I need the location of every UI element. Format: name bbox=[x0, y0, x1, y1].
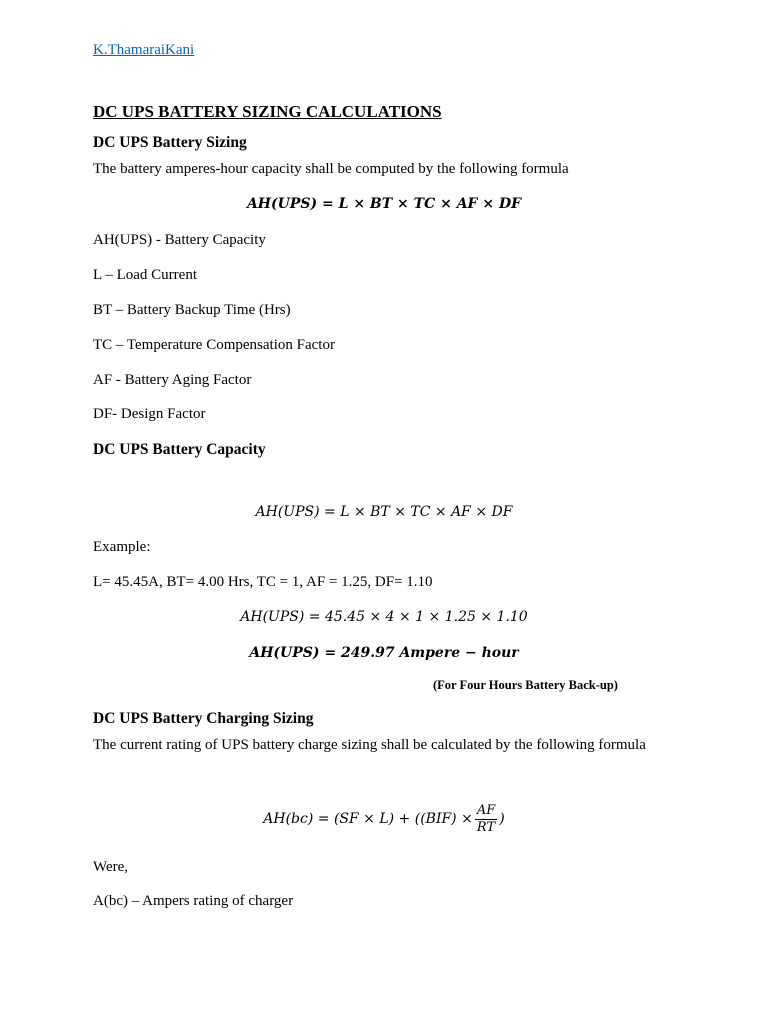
definition-design-factor: DF- Design Factor bbox=[93, 406, 206, 422]
battery-sizing-formula: AH(UPS) = L × BT × TC × AF × DF bbox=[246, 196, 522, 212]
definition-backup-time: BT – Battery Backup Time (Hrs) bbox=[93, 302, 291, 318]
section-heading-battery-sizing: DC UPS Battery Sizing bbox=[93, 134, 247, 151]
charging-sizing-intro: The current rating of UPS battery charge sizing shall be calculated by the following formula bbox=[93, 737, 646, 753]
battery-sizing-intro: The battery amperes-hour capacity shall be computed by the following formula bbox=[93, 161, 569, 177]
were-label: Were, bbox=[93, 859, 129, 875]
definition-aging-factor: AF - Battery Aging Factor bbox=[93, 372, 252, 388]
section-heading-battery-capacity: DC UPS Battery Capacity bbox=[93, 441, 266, 458]
definition-temperature-factor: TC – Temperature Compensation Factor bbox=[93, 337, 335, 353]
example-label: Example: bbox=[93, 539, 151, 555]
definition-charger-rating: A(bc) – Ampers rating of charger bbox=[93, 893, 294, 909]
charging-formula-lhs: AH(bc) = (SF × L) + ((BIF) × bbox=[263, 811, 473, 828]
fraction-denominator: RT bbox=[476, 819, 496, 835]
example-result: AH(UPS) = 249.97 Ampere − hour bbox=[249, 645, 519, 661]
charging-formula bbox=[0, 804, 768, 834]
author-link[interactable]: K.ThamaraiKani bbox=[93, 42, 195, 58]
document-title: DC UPS BATTERY SIZING CALCULATIONS bbox=[93, 102, 442, 121]
example-substitution: AH(UPS) = 45.45 × 4 × 1 × 1.25 × 1.10 bbox=[240, 609, 528, 625]
example-values: L= 45.45A, BT= 4.00 Hrs, TC = 1, AF = 1.25, DF= 1.10 bbox=[93, 574, 433, 590]
charging-formula-fraction bbox=[475, 804, 497, 834]
section-heading-charging-sizing: DC UPS Battery Charging Sizing bbox=[93, 710, 314, 727]
charging-formula-rhs: ) bbox=[499, 811, 505, 828]
definition-ah-ups: AH(UPS) - Battery Capacity bbox=[93, 232, 266, 248]
definition-load-current: L – Load Current bbox=[93, 267, 197, 283]
backup-note: (For Four Hours Battery Back-up) bbox=[433, 678, 618, 692]
fraction-numerator: AF bbox=[476, 803, 496, 818]
battery-capacity-formula: AH(UPS) = L × BT × TC × AF × DF bbox=[255, 504, 513, 520]
